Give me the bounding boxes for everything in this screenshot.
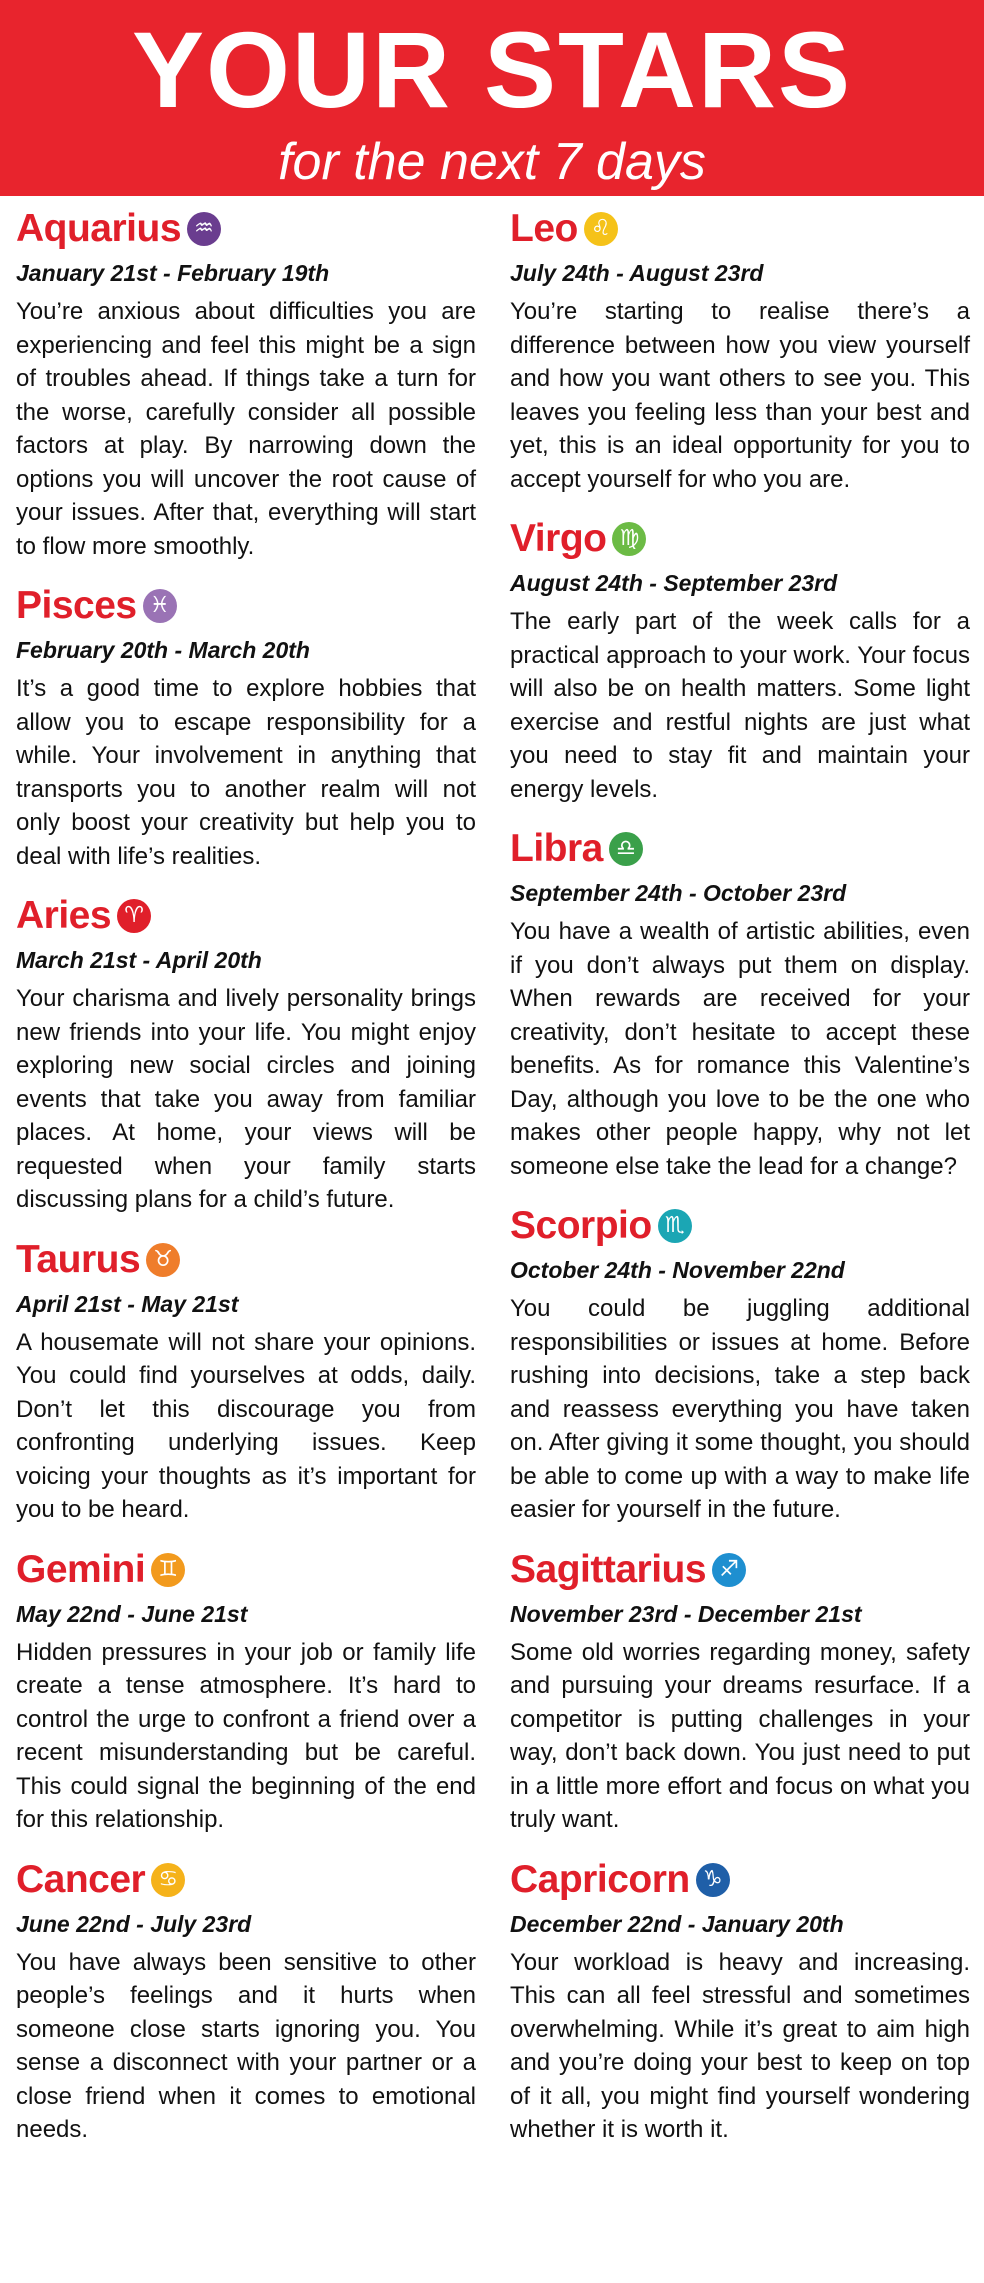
sign-dates: August 24th - September 23rd [510,570,838,596]
sign-dates: March 21st - April 20th [16,947,262,973]
right-column [510,204,970,2165]
sign-scorpio [510,1201,970,1527]
page-subtitle: for the next 7 days [278,133,706,191]
aquarius-icon: ♒︎ [187,212,221,246]
page-header [0,0,984,196]
aries-icon: ♈︎ [117,899,151,933]
sign-name: Taurus [16,1237,141,1281]
sign-sagittarius [510,1545,970,1837]
sign-reading: Some old worries regarding money, safety and pursuing your dreams resurface. If a competitor is putting challenges in your way, don’t back down. You just need to put in a little more effort and focus on what you truly want. [510,1638,970,1833]
sign-virgo [510,514,970,806]
sign-name: Gemini [16,1547,146,1591]
sign-dates: June 22nd - July 23rd [16,1910,252,1937]
virgo-icon: ♍︎ [612,522,646,556]
sign-dates: May 22nd - June 21st [16,1600,248,1627]
sagittarius-icon: ♐︎ [712,1553,746,1587]
sign-capricorn [510,1855,970,2147]
sign-name: Aries [16,894,112,937]
scorpio-icon: ♏︎ [658,1209,692,1243]
sign-pisces [16,581,476,873]
sign-libra [510,824,970,1183]
sign-reading: You have always been sensitive to other people’s feelings and it hurts when someone close starts ignoring you. You sense a disconnect with your partner or a close friend when it comes to emotional needs. [16,1948,476,2143]
sign-cancer [16,1855,476,2147]
capricorn-icon: ♑︎ [696,1863,730,1897]
sign-name: Leo [510,207,578,250]
sign-name: Aquarius [16,207,182,250]
sign-reading: You’re anxious about difficulties you are experiencing and feel this might be a sign of troubles ahead. If things take a turn for the worse, carefully consider all possible factors at play. By narrowing down the options you will uncover the root cause of your issues. After that, everything will start to flow more smoothly. [16,298,476,560]
sign-reading: The early part of the week calls for a practical approach to your work. Your focus will also be on health matters. Some light exercise and restful nights are just what you need to stay fit and maintain your energy levels. [510,608,970,803]
sign-heading [16,581,476,631]
sign-name: Libra [510,827,603,870]
sign-dates: April 21st - May 21st [16,1290,239,1317]
sign-heading [16,1235,476,1285]
sign-name: Pisces [16,584,137,627]
sign-dates: September 24th - October 23rd [510,880,847,906]
sign-reading: You could be juggling additional responsibilities or issues at home. Before rushing into decisions, take a step back and reassess everything you have taken on. After giving it some thought, you should be able to come up with a way to make life easier for yourself in the future. [510,1295,970,1523]
leo-icon: ♌︎ [584,212,618,246]
sign-dates: January 21st - February 19th [16,260,330,286]
sign-name: Scorpio [510,1204,652,1247]
sign-reading: Hidden pressures in your job or family life create a tense atmosphere. It’s hard to control the urge to confront a friend over a recent misunderstanding but be careful. This could signal the beginning of the end for this relationship. [16,1638,476,1833]
sign-name: Cancer [16,1857,146,1901]
sign-heading [510,204,970,254]
sign-dates: October 24th - November 22nd [510,1257,845,1283]
sign-heading [16,1545,476,1595]
sign-heading [16,204,476,254]
pisces-icon: ♓︎ [143,589,177,623]
cancer-icon: ♋︎ [151,1863,185,1897]
sign-reading: Your workload is heavy and increasing. This can all feel stressful and sometimes overwhelming. While it’s great to aim high and you’re doing your best to keep on top of it all, you might find yourself wondering whether it is worth it. [510,1948,970,2143]
sign-taurus [16,1235,476,1527]
libra-icon: ♎︎ [609,832,643,866]
sign-heading [510,824,970,874]
sign-heading [16,1855,476,1905]
sign-reading: You’re starting to realise there’s a difference between how you view yourself and how you want others to see you. This leaves you feeling less than your best and yet, this is an ideal opportunity for you to accept yourself for who you are. [510,298,970,493]
sign-gemini [16,1545,476,1837]
sign-dates: July 24th - August 23rd [510,260,764,286]
sign-name: Virgo [510,517,607,560]
sign-heading [510,1855,970,1905]
left-column [16,204,476,2165]
sign-heading [510,1545,970,1595]
taurus-icon: ♉︎ [146,1243,180,1277]
sign-aries [16,891,476,1217]
sign-heading [16,891,476,941]
sign-leo [510,204,970,496]
sign-dates: February 20th - March 20th [16,637,310,663]
sign-heading [510,1201,970,1251]
page-title: YOUR STARS [131,9,853,130]
sign-dates: November 23rd - December 21st [510,1600,862,1627]
sign-heading [510,514,970,564]
sign-name: Sagittarius [510,1547,707,1591]
sign-reading: Your charisma and lively personality brings new friends into your life. You might enjoy exploring new social circles and joining events that take you away from familiar places. At home, your views will be requested when your family starts discussing plans for a child’s future. [16,985,476,1213]
horoscope-columns [0,196,984,2165]
sign-dates: December 22nd - January 20th [510,1910,844,1937]
gemini-icon: ♊︎ [151,1553,185,1587]
sign-name: Capricorn [510,1857,690,1901]
sign-aquarius [16,204,476,563]
sign-reading: You have a wealth of artistic abilities, even if you don’t always put them on display. When rewards are received for your creativity, don’t hesitate to accept these benefits. As for romance this Valentine’s Day, although you love to be the one who makes other people happy, why not let someone else take the lead for a change? [510,918,970,1180]
sign-reading: It’s a good time to explore hobbies that allow you to escape responsibility for a while. Your involvement in anything that transports you to another realm will not only boost your creativity but help you to deal with life’s realities. [16,675,476,870]
sign-reading: A housemate will not share your opinions. You could find yourselves at odds, daily. Don’t let this discourage you from confronting underlying issues. Keep voicing your thoughts as it’s important for you to be heard. [16,1328,476,1523]
